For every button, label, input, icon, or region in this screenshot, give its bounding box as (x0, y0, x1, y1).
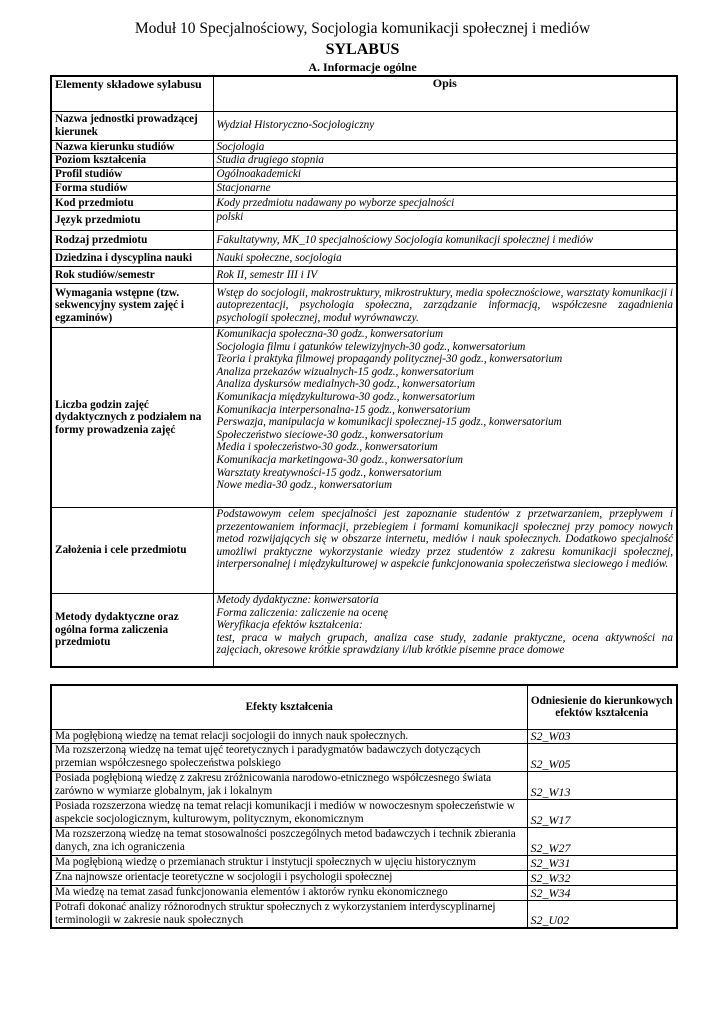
outcome-row (51, 855, 677, 870)
info-row (51, 250, 677, 267)
row-value: Rok II, semestr III i IV (213, 267, 677, 284)
outcome-row (51, 799, 677, 827)
column-header-reference: Odniesienie do kierunkowych efektów kształcenia (527, 685, 677, 729)
info-row (51, 231, 677, 250)
column-header-description: Opis (213, 76, 677, 111)
hours-item: Społeczeństwo sieciowe-30 godz., konwersatorium (216, 428, 444, 441)
row-label: Dziedzina i dyscyplina nauki (51, 250, 213, 267)
row-value: Wydział Historyczno-Socjologiczny (213, 111, 677, 140)
row-label: Język przedmiotu (51, 211, 213, 231)
learning-outcomes-table (50, 684, 678, 929)
hours-item: Socjologia filmu i gatunków telewizyjnych-30 godz., konwersatorium (216, 340, 526, 353)
info-row (51, 267, 677, 284)
hours-item: Perswazja, manipulacja w komunikacji społecznej-15 godz., konwersatorium (216, 416, 562, 429)
row-value: polski (213, 211, 677, 231)
methods-line: Metody dydaktyczne: konwersatoria (216, 594, 379, 607)
hours-item: Komunikacja międzykulturowa-30 godz., konwersatorium (216, 391, 475, 404)
outcome-code: S2_W13 (527, 771, 677, 799)
hours-item: Komunikacja interpersonalna-15 godz., konwersatorium (216, 403, 471, 416)
hours-label: Liczba godzin zajęć dydaktycznych z podziałem na formy prowadzenia zajęć (51, 328, 213, 508)
methods-line: Weryfikacja efektów kształcenia: (216, 619, 363, 632)
hours-item: Warsztaty kreatywności-15 godz., konwersatorium (216, 466, 442, 479)
outcome-text: Ma rozszerzoną wiedzę na temat ujęć teoretycznych i paradygmatów badawczych dotyczących przemian współczesnego społeczeństwa polskiego (51, 743, 527, 771)
hours-item: Analiza przekazów wizualnych-15 godz., konwersatorium (216, 365, 474, 378)
info-row (51, 154, 677, 168)
outcome-code: S2_U02 (527, 900, 677, 928)
hours-list (213, 328, 677, 508)
row-label: Poziom kształcenia (51, 154, 213, 168)
row-value: Kody przedmiotu nadawany po wyborze specjalności (213, 196, 677, 211)
outcome-row (51, 743, 677, 771)
column-header-elements: Elementy składowe sylabusu (51, 76, 213, 111)
info-row (51, 211, 677, 231)
row-value: Stacjonarne (213, 182, 677, 196)
row-label: Rodzaj przedmiotu (51, 231, 213, 250)
methods-line: Forma zaliczenia: zaliczenie na ocenę (216, 606, 388, 619)
outcome-row (51, 827, 677, 855)
row-label: Wymagania wstępne (tzw. sekwencyjny system zajęć i egzaminów) (51, 284, 213, 328)
outcome-code: S2_W17 (527, 799, 677, 827)
row-value: Fakultatywny, MK_10 specjalnościowy Socjologia komunikacji społecznej i mediów (213, 231, 677, 250)
methods-label: Metody dydaktyczne oraz ogólna forma zaliczenia przedmiotu (51, 594, 213, 667)
outcome-text: Ma rozszerzoną wiedzę na temat stosowalności poszczególnych metod badawczych i technik zbierania danych, zna ich ograniczenia (51, 827, 527, 855)
outcome-code: S2_W32 (527, 870, 677, 885)
outcome-code: S2_W34 (527, 885, 677, 900)
info-row (51, 182, 677, 196)
row-value: Studia drugiego stopnia (213, 154, 677, 168)
goals-label: Założenia i cele przedmiotu (51, 508, 213, 594)
outcome-row (51, 885, 677, 900)
document-title: Moduł 10 Specjalnościowy, Socjologia komunikacji społecznej i mediów (134, 20, 591, 37)
outcome-text: Posiada rozszerzona wiedzę na temat relacji komunikacji i mediów w nowoczesnym społeczeństwie w aspekcie socjologicznym, kulturowym, politycznym, ekonomicznym (51, 799, 527, 827)
row-label: Kod przedmiotu (51, 196, 213, 211)
row-label: Nazwa kierunku studiów (51, 140, 213, 154)
row-label: Profil studiów (51, 168, 213, 182)
outcome-text: Posiada pogłębioną wiedzę z zakresu zróżnicowania narodowo-etnicznego współczesnego świata zarówno w wymiarze globalnym, jak i lokalnym (51, 771, 527, 799)
row-value: Wstęp do socjologii, makrostruktury, mikrostruktury, media społecznościowe, warsztaty komunikacji i autoprezentacji, psychologia społeczna, zarządzanie informacją, współczesne zagadnienia psychologii społecznej, moduł wyrównawczy. (213, 284, 677, 328)
row-value: Nauki społeczne, socjologia (213, 250, 677, 267)
hours-item: Analiza dyskursów medialnych-30 godz., konwersatorium (216, 378, 476, 391)
row-label: Nazwa jednostki prowadzącej kierunek (51, 111, 213, 140)
goals-row (51, 508, 677, 594)
row-label: Rok studiów/semestr (51, 267, 213, 284)
row-value: Socjologia (213, 140, 677, 154)
methods-content (213, 594, 677, 667)
methods-verification-text: test, praca w małych grupach, analiza case study, zadanie praktyczne, ocena aktywności na zajęciach, okresowe krótkie sprawdziany i/lub krótkie pisemne prace domowe (216, 631, 673, 657)
info-row (51, 196, 677, 211)
outcome-code: S2_W27 (527, 827, 677, 855)
outcome-row (51, 729, 677, 743)
outcome-row (51, 771, 677, 799)
outcome-code: S2_W03 (527, 729, 677, 743)
hours-item: Media i społeczeństwo-30 godz., konwersatorium (216, 441, 438, 454)
document-subtitle: SYLABUS (325, 41, 400, 58)
methods-row (51, 594, 677, 667)
info-row (51, 168, 677, 182)
outcome-code: S2_W05 (527, 743, 677, 771)
outcome-text: Zna najnowsze orientacje teoretyczne w socjologii i psychologii społecznej (51, 870, 527, 885)
hours-item: Komunikacja marketingowa-30 godz., konwersatorium (216, 454, 463, 467)
hours-item: Nowe media-30 godz., konwersatorium (216, 479, 393, 492)
info-row (51, 284, 677, 328)
outcome-text: Ma wiedzę na temat zasad funkcjonowania elementów i aktorów rynku ekonomicznego (51, 885, 527, 900)
hours-item: Komunikacja społeczna-30 godz., konwersatorium (216, 328, 444, 341)
section-heading: A. Informacje ogólne (308, 60, 417, 74)
row-label: Forma studiów (51, 182, 213, 196)
outcome-row (51, 900, 677, 928)
hours-item: Teoria i praktyka filmowej propagandy politycznej-30 godz., konwersatorium (216, 353, 563, 366)
outcome-text: Ma pogłębioną wiedzę o przemianach struktur i instytucji społecznych w ujęciu historycznym (51, 855, 527, 870)
outcome-row (51, 870, 677, 885)
column-header-outcomes: Efekty kształcenia (51, 685, 527, 729)
outcome-text: Ma pogłębioną wiedzę na temat relacji socjologii do innych nauk społecznych. (51, 729, 527, 743)
outcome-text: Potrafi dokonać analizy różnorodnych struktur społecznych z wykorzystaniem interdyscyplinarnej terminologii w zakresie nauk społecznych (51, 900, 527, 928)
info-row (51, 111, 677, 140)
row-value: Ogólnoakademicki (213, 168, 677, 182)
info-row (51, 140, 677, 154)
general-info-table (50, 75, 678, 668)
goals-text: Podstawowym celem specjalności jest zapoznanie studentów z przetwarzaniem, przepływem i przezentowaniem informacji, przebiegiem i formami komunikacji społecznej przy pomocy nowych metod rozwijających się w obszarze internetu, mediów i nauk społecznych. Dodatkowo specjalność umożliwi praktyczne wykorzystanie wiedzy przez studentów z zakresu komunikacji społecznej, interpersonalnej i międzykulturowej w aspekcie funkcjonowania społeczeństwa sieciowego i mediów. (213, 508, 677, 594)
outcome-code: S2_W31 (527, 855, 677, 870)
hours-row (51, 328, 677, 508)
